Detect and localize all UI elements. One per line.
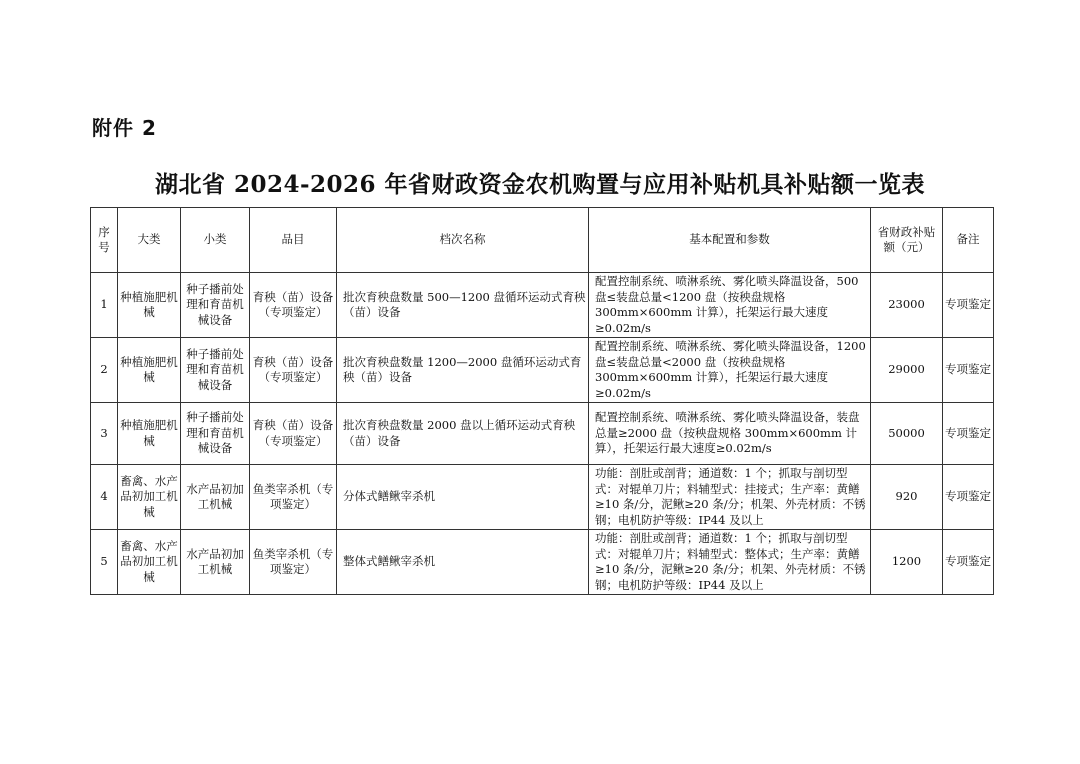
cell-item: 鱼类宰杀机（专项鉴定） (250, 465, 337, 530)
table-row (91, 530, 994, 595)
cell-subcategory: 种子播前处理和育苗机械设备 (181, 403, 250, 465)
table-row (91, 403, 994, 465)
table-row (91, 338, 994, 403)
cell-config: 配置控制系统、喷淋系统、雾化喷头降温设备，500 盘≤装盘总量<1200 盘（按秧盘规格 300mm×600mm 计算），托架运行最大速度≥0.02m/s (589, 273, 871, 338)
cell-remark: 专项鉴定 (943, 403, 994, 465)
cell-item: 育秧（苗）设备（专项鉴定） (250, 338, 337, 403)
cell-no: 3 (91, 403, 118, 465)
table-row (91, 273, 994, 338)
cell-subcategory: 种子播前处理和育苗机械设备 (181, 273, 250, 338)
header-subcategory: 小类 (181, 208, 250, 273)
header-config: 基本配置和参数 (589, 208, 871, 273)
table-row (91, 465, 994, 530)
cell-config: 配置控制系统、喷淋系统、雾化喷头降温设备，1200 盘≤装盘总量<2000 盘（按秧盘规格 300mm×600mm 计算），托架运行最大速度≥0.02m/s (589, 338, 871, 403)
cell-grade: 整体式鳝鳅宰杀机 (337, 530, 589, 595)
table-header-row (91, 208, 994, 273)
header-item: 品目 (250, 208, 337, 273)
cell-grade: 批次育秧盘数量 1200—2000 盘循环运动式育秧（苗）设备 (337, 338, 589, 403)
subsidy-table (90, 207, 994, 595)
cell-no: 1 (91, 273, 118, 338)
cell-config: 功能：剖肚或剖背；通道数：1 个；抓取与剖切型式：对辊单刀片；料辅型式：整体式；生产率：黄鳝≥10 条/分，泥鳅≥20 条/分；机架、外壳材质：不锈钢；电机防护等级：IP44 及以上 (589, 530, 871, 595)
cell-config: 配置控制系统、喷淋系统、雾化喷头降温设备，装盘总量≥2000 盘（按秧盘规格 300mm×600mm 计算），托架运行最大速度≥0.02m/s (589, 403, 871, 465)
header-grade: 档次名称 (337, 208, 589, 273)
cell-no: 2 (91, 338, 118, 403)
cell-item: 鱼类宰杀机（专项鉴定） (250, 530, 337, 595)
cell-remark: 专项鉴定 (943, 530, 994, 595)
cell-no: 5 (91, 530, 118, 595)
header-category: 大类 (118, 208, 181, 273)
document-title: 湖北省 2024-2026 年省财政资金农机购置与应用补贴机具补贴额一览表 (154, 171, 926, 198)
cell-subsidy: 50000 (871, 403, 943, 465)
cell-grade: 批次育秧盘数量 500—1200 盘循环运动式育秧（苗）设备 (337, 273, 589, 338)
annex-label: 附件 2 (92, 116, 157, 140)
cell-category: 种植施肥机械 (118, 273, 181, 338)
cell-subcategory: 水产品初加工机械 (181, 530, 250, 595)
cell-subsidy: 23000 (871, 273, 943, 338)
cell-subsidy: 920 (871, 465, 943, 530)
cell-item: 育秧（苗）设备（专项鉴定） (250, 403, 337, 465)
cell-category: 畜禽、水产品初加工机械 (118, 530, 181, 595)
cell-subsidy: 29000 (871, 338, 943, 403)
header-no: 序号 (91, 208, 118, 273)
header-remark: 备注 (943, 208, 994, 273)
cell-item: 育秧（苗）设备（专项鉴定） (250, 273, 337, 338)
cell-category: 种植施肥机械 (118, 338, 181, 403)
cell-config: 功能：剖肚或剖背；通道数：1 个；抓取与剖切型式：对辊单刀片；料辅型式：挂接式；生产率：黄鳝≥10 条/分，泥鳅≥20 条/分；机架、外壳材质：不锈钢；电机防护等级：IP44 及以上 (589, 465, 871, 530)
header-subsidy: 省财政补贴额（元） (871, 208, 943, 273)
cell-subcategory: 水产品初加工机械 (181, 465, 250, 530)
cell-grade: 分体式鳝鳅宰杀机 (337, 465, 589, 530)
cell-remark: 专项鉴定 (943, 338, 994, 403)
cell-category: 种植施肥机械 (118, 403, 181, 465)
cell-grade: 批次育秧盘数量 2000 盘以上循环运动式育秧（苗）设备 (337, 403, 589, 465)
cell-remark: 专项鉴定 (943, 273, 994, 338)
cell-remark: 专项鉴定 (943, 465, 994, 530)
cell-category: 畜禽、水产品初加工机械 (118, 465, 181, 530)
cell-subsidy: 1200 (871, 530, 943, 595)
cell-no: 4 (91, 465, 118, 530)
cell-subcategory: 种子播前处理和育苗机械设备 (181, 338, 250, 403)
